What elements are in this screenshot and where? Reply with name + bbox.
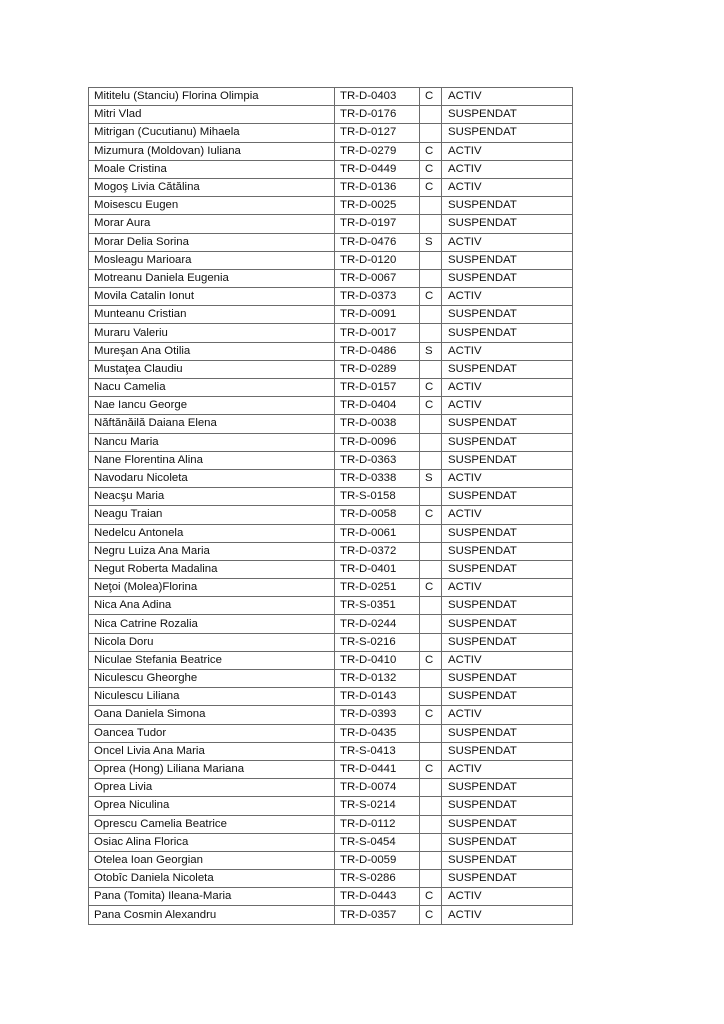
registration-code-cell: TR-S-0286 — [335, 870, 420, 888]
registration-code-cell: TR-D-0443 — [335, 888, 420, 906]
status-cell: SUSPENDAT — [442, 306, 573, 324]
category-flag-cell — [420, 197, 442, 215]
table-row — [89, 142, 573, 160]
registration-code-cell: TR-D-0410 — [335, 651, 420, 669]
member-name-cell: Oprea Niculina — [89, 797, 335, 815]
registration-code-cell: TR-D-0058 — [335, 506, 420, 524]
member-name-cell: Movila Catalin Ionut — [89, 288, 335, 306]
member-name-cell: Mitrigan (Cucutianu) Mihaela — [89, 124, 335, 142]
status-cell: ACTIV — [442, 160, 573, 178]
table-row — [89, 833, 573, 851]
table-row — [89, 178, 573, 196]
category-flag-cell: S — [420, 342, 442, 360]
registration-code-cell: TR-D-0401 — [335, 560, 420, 578]
table-row — [89, 379, 573, 397]
table-row — [89, 360, 573, 378]
registration-code-cell: TR-D-0338 — [335, 469, 420, 487]
status-cell: SUSPENDAT — [442, 360, 573, 378]
status-cell: ACTIV — [442, 506, 573, 524]
table-row — [89, 124, 573, 142]
category-flag-cell — [420, 724, 442, 742]
table-row — [89, 615, 573, 633]
table-row — [89, 397, 573, 415]
registry-table-body — [89, 88, 573, 925]
table-row — [89, 651, 573, 669]
status-cell: SUSPENDAT — [442, 269, 573, 287]
registration-code-cell: TR-D-0136 — [335, 178, 420, 196]
status-cell: SUSPENDAT — [442, 197, 573, 215]
member-name-cell: Niculescu Liliana — [89, 688, 335, 706]
member-name-cell: Mizumura (Moldovan) Iuliana — [89, 142, 335, 160]
member-name-cell: Oprea Livia — [89, 779, 335, 797]
category-flag-cell — [420, 360, 442, 378]
registration-code-cell: TR-D-0061 — [335, 524, 420, 542]
category-flag-cell: C — [420, 142, 442, 160]
table-row — [89, 506, 573, 524]
category-flag-cell: C — [420, 288, 442, 306]
member-name-cell: Navodaru Nicoleta — [89, 469, 335, 487]
registration-code-cell: TR-D-0157 — [335, 379, 420, 397]
member-name-cell: Neţoi (Molea)Florina — [89, 579, 335, 597]
table-row — [89, 197, 573, 215]
registration-code-cell: TR-D-0363 — [335, 451, 420, 469]
member-name-cell: Oancea Tudor — [89, 724, 335, 742]
registration-code-cell: TR-D-0074 — [335, 779, 420, 797]
registration-code-cell: TR-D-0067 — [335, 269, 420, 287]
status-cell: SUSPENDAT — [442, 833, 573, 851]
registration-code-cell: TR-D-0197 — [335, 215, 420, 233]
registration-code-cell: TR-D-0127 — [335, 124, 420, 142]
status-cell: SUSPENDAT — [442, 724, 573, 742]
status-cell: SUSPENDAT — [442, 106, 573, 124]
status-cell: ACTIV — [442, 88, 573, 106]
table-row — [89, 215, 573, 233]
status-cell: SUSPENDAT — [442, 124, 573, 142]
member-name-cell: Otelea Ioan Georgian — [89, 851, 335, 869]
status-cell: ACTIV — [442, 233, 573, 251]
status-cell: ACTIV — [442, 288, 573, 306]
member-name-cell: Mureşan Ana Otilia — [89, 342, 335, 360]
status-cell: ACTIV — [442, 469, 573, 487]
table-row — [89, 306, 573, 324]
registration-code-cell: TR-D-0486 — [335, 342, 420, 360]
category-flag-cell — [420, 779, 442, 797]
table-row — [89, 560, 573, 578]
registration-code-cell: TR-D-0393 — [335, 706, 420, 724]
category-flag-cell — [420, 106, 442, 124]
status-cell: SUSPENDAT — [442, 670, 573, 688]
registration-code-cell: TR-D-0435 — [335, 724, 420, 742]
registration-code-cell: TR-D-0017 — [335, 324, 420, 342]
registration-code-cell: TR-D-0132 — [335, 670, 420, 688]
status-cell: ACTIV — [442, 142, 573, 160]
category-flag-cell — [420, 488, 442, 506]
registration-code-cell: TR-D-0289 — [335, 360, 420, 378]
status-cell: SUSPENDAT — [442, 688, 573, 706]
category-flag-cell — [420, 269, 442, 287]
status-cell: SUSPENDAT — [442, 324, 573, 342]
status-cell: SUSPENDAT — [442, 433, 573, 451]
category-flag-cell: C — [420, 379, 442, 397]
member-name-cell: Neacşu Maria — [89, 488, 335, 506]
member-name-cell: Oprescu Camelia Beatrice — [89, 815, 335, 833]
registration-code-cell: TR-S-0158 — [335, 488, 420, 506]
table-row — [89, 342, 573, 360]
table-row — [89, 269, 573, 287]
member-name-cell: Munteanu Cristian — [89, 306, 335, 324]
table-row — [89, 597, 573, 615]
category-flag-cell — [420, 542, 442, 560]
member-name-cell: Nae Iancu George — [89, 397, 335, 415]
status-cell: SUSPENDAT — [442, 870, 573, 888]
table-row — [89, 760, 573, 778]
member-name-cell: Pana (Tomita) Ileana-Maria — [89, 888, 335, 906]
member-name-cell: Moisescu Eugen — [89, 197, 335, 215]
member-name-cell: Otobîc Daniela Nicoleta — [89, 870, 335, 888]
category-flag-cell — [420, 815, 442, 833]
status-cell: SUSPENDAT — [442, 633, 573, 651]
registration-code-cell: TR-D-0244 — [335, 615, 420, 633]
category-flag-cell — [420, 797, 442, 815]
category-flag-cell — [420, 324, 442, 342]
registration-code-cell: TR-D-0059 — [335, 851, 420, 869]
registration-code-cell: TR-D-0143 — [335, 688, 420, 706]
status-cell: SUSPENDAT — [442, 542, 573, 560]
category-flag-cell — [420, 524, 442, 542]
table-row — [89, 851, 573, 869]
category-flag-cell: C — [420, 906, 442, 924]
status-cell: ACTIV — [442, 397, 573, 415]
member-name-cell: Mogoş Livia Cătălina — [89, 178, 335, 196]
table-row — [89, 88, 573, 106]
member-name-cell: Morar Delia Sorina — [89, 233, 335, 251]
registration-code-cell: TR-D-0476 — [335, 233, 420, 251]
category-flag-cell — [420, 742, 442, 760]
table-row — [89, 724, 573, 742]
member-name-cell: Nica Catrine Rozalia — [89, 615, 335, 633]
category-flag-cell: C — [420, 178, 442, 196]
registration-code-cell: TR-D-0025 — [335, 197, 420, 215]
category-flag-cell — [420, 215, 442, 233]
member-name-cell: Neagu Traian — [89, 506, 335, 524]
registration-code-cell: TR-S-0351 — [335, 597, 420, 615]
category-flag-cell — [420, 306, 442, 324]
status-cell: SUSPENDAT — [442, 488, 573, 506]
category-flag-cell — [420, 415, 442, 433]
member-name-cell: Nedelcu Antonela — [89, 524, 335, 542]
registration-code-cell: TR-D-0112 — [335, 815, 420, 833]
status-cell: SUSPENDAT — [442, 851, 573, 869]
category-flag-cell — [420, 633, 442, 651]
category-flag-cell: C — [420, 397, 442, 415]
registration-code-cell: TR-S-0214 — [335, 797, 420, 815]
category-flag-cell: C — [420, 506, 442, 524]
member-name-cell: Nane Florentina Alina — [89, 451, 335, 469]
registration-code-cell: TR-S-0216 — [335, 633, 420, 651]
status-cell: ACTIV — [442, 706, 573, 724]
status-cell: ACTIV — [442, 342, 573, 360]
member-name-cell: Mititelu (Stanciu) Florina Olimpia — [89, 88, 335, 106]
registration-code-cell: TR-D-0038 — [335, 415, 420, 433]
member-name-cell: Năftănăilă Daiana Elena — [89, 415, 335, 433]
table-row — [89, 797, 573, 815]
table-row — [89, 324, 573, 342]
member-name-cell: Motreanu Daniela Eugenia — [89, 269, 335, 287]
category-flag-cell — [420, 688, 442, 706]
table-row — [89, 233, 573, 251]
table-row — [89, 579, 573, 597]
member-name-cell: Niculescu Gheorghe — [89, 670, 335, 688]
status-cell: SUSPENDAT — [442, 415, 573, 433]
status-cell: ACTIV — [442, 888, 573, 906]
table-row — [89, 106, 573, 124]
category-flag-cell — [420, 833, 442, 851]
table-row — [89, 706, 573, 724]
registration-code-cell: TR-D-0357 — [335, 906, 420, 924]
table-row — [89, 815, 573, 833]
table-row — [89, 160, 573, 178]
table-row — [89, 451, 573, 469]
status-cell: SUSPENDAT — [442, 524, 573, 542]
status-cell: ACTIV — [442, 579, 573, 597]
status-cell: SUSPENDAT — [442, 797, 573, 815]
category-flag-cell: C — [420, 579, 442, 597]
category-flag-cell — [420, 560, 442, 578]
registration-code-cell: TR-S-0454 — [335, 833, 420, 851]
table-row — [89, 742, 573, 760]
member-name-cell: Negru Luiza Ana Maria — [89, 542, 335, 560]
table-row — [89, 870, 573, 888]
status-cell: ACTIV — [442, 651, 573, 669]
table-row — [89, 542, 573, 560]
registration-code-cell: TR-D-0279 — [335, 142, 420, 160]
registration-code-cell: TR-D-0091 — [335, 306, 420, 324]
registration-code-cell: TR-D-0176 — [335, 106, 420, 124]
status-cell: SUSPENDAT — [442, 742, 573, 760]
category-flag-cell — [420, 251, 442, 269]
category-flag-cell: S — [420, 233, 442, 251]
status-cell: ACTIV — [442, 906, 573, 924]
category-flag-cell: S — [420, 469, 442, 487]
category-flag-cell: C — [420, 706, 442, 724]
status-cell: SUSPENDAT — [442, 251, 573, 269]
status-cell: ACTIV — [442, 178, 573, 196]
category-flag-cell: C — [420, 651, 442, 669]
table-row — [89, 633, 573, 651]
registration-code-cell: TR-D-0449 — [335, 160, 420, 178]
member-name-cell: Osiac Alina Florica — [89, 833, 335, 851]
registration-code-cell: TR-D-0096 — [335, 433, 420, 451]
status-cell: SUSPENDAT — [442, 597, 573, 615]
status-cell: SUSPENDAT — [442, 779, 573, 797]
registration-code-cell: TR-D-0372 — [335, 542, 420, 560]
category-flag-cell — [420, 870, 442, 888]
table-row — [89, 688, 573, 706]
member-name-cell: Mustaţea Claudiu — [89, 360, 335, 378]
registry-table — [88, 87, 573, 925]
table-row — [89, 251, 573, 269]
member-name-cell: Moale Cristina — [89, 160, 335, 178]
member-name-cell: Oana Daniela Simona — [89, 706, 335, 724]
member-name-cell: Pana Cosmin Alexandru — [89, 906, 335, 924]
status-cell: SUSPENDAT — [442, 215, 573, 233]
member-name-cell: Nancu Maria — [89, 433, 335, 451]
member-name-cell: Oncel Livia Ana Maria — [89, 742, 335, 760]
category-flag-cell: C — [420, 88, 442, 106]
category-flag-cell — [420, 451, 442, 469]
registration-code-cell: TR-D-0373 — [335, 288, 420, 306]
registration-code-cell: TR-D-0251 — [335, 579, 420, 597]
category-flag-cell — [420, 433, 442, 451]
category-flag-cell: C — [420, 760, 442, 778]
table-row — [89, 433, 573, 451]
registration-code-cell: TR-D-0441 — [335, 760, 420, 778]
member-name-cell: Nicola Doru — [89, 633, 335, 651]
table-row — [89, 288, 573, 306]
table-row — [89, 524, 573, 542]
status-cell: SUSPENDAT — [442, 560, 573, 578]
member-name-cell: Negut Roberta Madalina — [89, 560, 335, 578]
table-row — [89, 779, 573, 797]
category-flag-cell — [420, 597, 442, 615]
registration-code-cell: TR-D-0120 — [335, 251, 420, 269]
member-name-cell: Nica Ana Adina — [89, 597, 335, 615]
status-cell: ACTIV — [442, 379, 573, 397]
category-flag-cell — [420, 124, 442, 142]
category-flag-cell — [420, 670, 442, 688]
table-row — [89, 488, 573, 506]
member-name-cell: Morar Aura — [89, 215, 335, 233]
registration-code-cell: TR-S-0413 — [335, 742, 420, 760]
status-cell: SUSPENDAT — [442, 451, 573, 469]
category-flag-cell — [420, 615, 442, 633]
table-row — [89, 415, 573, 433]
member-name-cell: Niculae Stefania Beatrice — [89, 651, 335, 669]
category-flag-cell: C — [420, 160, 442, 178]
member-name-cell: Mitri Vlad — [89, 106, 335, 124]
member-name-cell: Muraru Valeriu — [89, 324, 335, 342]
registration-code-cell: TR-D-0403 — [335, 88, 420, 106]
registration-code-cell: TR-D-0404 — [335, 397, 420, 415]
member-name-cell: Mosleagu Marioara — [89, 251, 335, 269]
table-row — [89, 906, 573, 924]
status-cell: SUSPENDAT — [442, 615, 573, 633]
category-flag-cell — [420, 851, 442, 869]
status-cell: SUSPENDAT — [442, 815, 573, 833]
table-row — [89, 469, 573, 487]
table-row — [89, 670, 573, 688]
status-cell: ACTIV — [442, 760, 573, 778]
category-flag-cell: C — [420, 888, 442, 906]
table-row — [89, 888, 573, 906]
member-name-cell: Nacu Camelia — [89, 379, 335, 397]
member-name-cell: Oprea (Hong) Liliana Mariana — [89, 760, 335, 778]
